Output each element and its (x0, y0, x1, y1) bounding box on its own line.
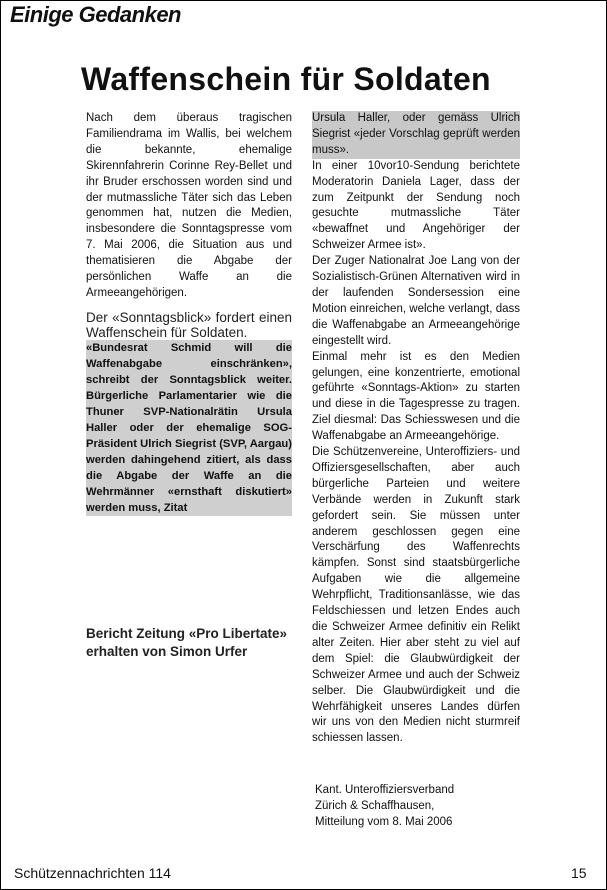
footer-publication: Schützennachrichten 114 (14, 865, 171, 881)
paragraph-10vor10: In einer 10vor10-Sendung berichtete Moderatorin Daniela Lager, dass der zum Zeitpunkt der Sendung noch gesuchte mutmassliche Täter «bewaffnet und Angehöriger der Schweizer Armee ist». (312, 159, 520, 252)
highlighted-quote-end: Ursula Haller, oder gemäss Ulrich Siegrist «jeder Vorschlag geprüft werden muss». (312, 111, 520, 159)
highlighted-quote: «Bundesrat Schmid will die Waffenabgabe einschränken», schreibt der Sonntagsblick weiter. Bürgerliche Parlamentarier wie die Thuner SVP-Nationalrätin Ursula Haller oder der ehemalige SOG-Präsident Ulrich Siegrist (SVP, Aargau) werden dahingehend zitiert, als dass die Abgabe der Waffe an die Wehrmänner «ernsthaft diskutiert» werden muss, Zitat (86, 341, 292, 514)
signature-line-2: Zürich & Schaffhausen, (315, 800, 435, 812)
report-credit: Bericht Zeitung «Pro Libertate» erhalten von Simon Urfer (86, 626, 288, 659)
section-title: Einige Gedanken (10, 2, 181, 27)
intro-paragraph: Nach dem überaus tragischen Familiendrama im Wallis, bei welchem die bekannte, ehemalige Skirennfahrerin Corinne Rey-Bellet und ihr Bruder erschossen worden sind und der mutmassliche Täter sich das Leben genommen hat, nutzen die Medien, insbesondere die Sonntagspresse vom 7. Mai 2006, die Situation aus und thematisieren die Abgabe der persönlichen Waffe an die Armeeangehörigen. (86, 112, 292, 299)
right-column (312, 111, 520, 747)
signature-line-3: Mitteilung vom 8. Mai 2006 (315, 816, 453, 828)
paragraph-medien: Einmal mehr ist es den Medien gelungen, eine konzentrierte, emotional geführte «Sonntags-Aktion» zu starten und diese in die Tagespresse zu tragen. Ziel diesmal: Das Schiesswesen und die Waffenabgabe an Armeeangehörige. (312, 350, 520, 443)
footer-page-number: 15 (571, 865, 587, 881)
subheading: Der «Sonntagsblick» fordert einen Waffenschein für Soldaten. (86, 309, 292, 340)
paragraph-joe-lang: Der Zuger Nationalrat Joe Lang von der Sozialistisch-Grünen Alternativen wird in der laufenden Sondersession eine Motion einreichen, welche verlangt, dass die Waffenabgabe an Armeeangehörige eingestellt wird. (312, 255, 520, 347)
signature-block (315, 782, 535, 830)
signature-line-1: Kant. Unteroffiziersverband (315, 784, 455, 796)
paragraph-schuetzenvereine: Die Schützenvereine, Unteroffiziers- und Offiziersgesellschaften, aber auch bürgerliche Parteien und weitere Verbände werden in Zukunft stark gefordert sein. Sie müssen unter anderem geschlossen gegen eine Verschärfung des Waffenrechts kämpfen. Sonst sind staatsbürgerliche Aufgaben wie die allgemeine Wehrpflicht, Traditionsanlässe, wie das Feldschiessen und letzen Endes auch die Schweizer Armee definitiv ein Relikt alter Zeiten. Hier aber steht zu viel auf dem Spiel: die Glaubwürdigkeit der Schweizer Armee und auch der Schweiz selber. Die Glaubwürdigkeit und die Wehrfähigkeit unseres Landes dürfen wir uns von den Medien nicht sturmreif schiessen lassen. (312, 446, 520, 745)
left-column (86, 111, 292, 516)
headline: Waffenschein für Soldaten (81, 61, 491, 97)
